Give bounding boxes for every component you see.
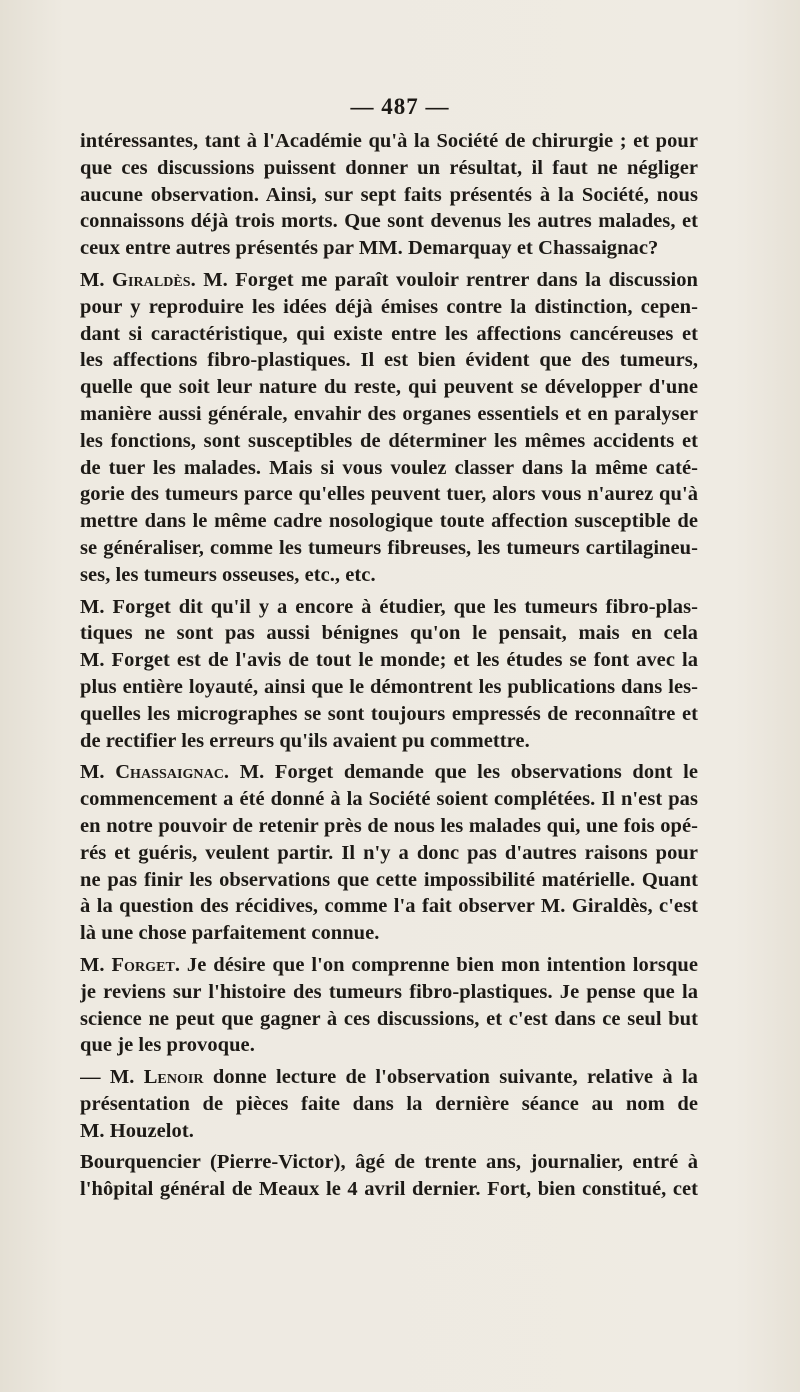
text-line: manière aussi générale, envahir des organes essentiels et en paralyser xyxy=(80,402,698,425)
text-line: intéressantes, tant à l'Académie qu'à la Société de chirurgie ; et pour xyxy=(80,130,698,152)
text-line: de tuer les malades. Mais si vous voulez classer dans la même caté- xyxy=(80,456,698,479)
text-line: que je les provoque. xyxy=(80,1034,255,1057)
speaker-prefix: M. xyxy=(80,268,113,291)
speaker-prefix: M. xyxy=(80,953,112,976)
text-line xyxy=(80,952,698,979)
page-number: — 487 — xyxy=(350,94,450,119)
paragraph-1 xyxy=(80,128,698,262)
text-line-content: . M. Forget demande que les observations dont le xyxy=(223,761,698,784)
text-line: là une chose parfaitement connue. xyxy=(80,922,380,945)
text-line: présentation de pièces faite dans la dernière séance au nom de xyxy=(80,1092,698,1115)
paragraph-chassaignac xyxy=(80,759,698,947)
text-line: M. Forget dit qu'il y a encore à étudier, que les tumeurs fibro-plas- xyxy=(80,595,698,618)
text-line: rés et guéris, veulent partir. Il n'y a donc pas d'autres raisons pour xyxy=(80,841,698,864)
paragraph-giraldes xyxy=(80,267,698,589)
text-line: aucune observation. Ainsi, sur sept faits présentés à la Société, nous xyxy=(80,183,698,206)
paragraph-forget xyxy=(80,952,698,1059)
text-line: se généraliser, comme les tumeurs fibreuses, les tumeurs cartilagineu- xyxy=(80,536,698,559)
text-line: les affections fibro-plastiques. Il est bien évident que des tumeurs, xyxy=(80,349,698,372)
text-line: en notre pouvoir de retenir près de nous les malades qui, une fois opé- xyxy=(80,814,698,837)
paragraph-lenoir xyxy=(80,1064,698,1144)
speaker-prefix: M. xyxy=(80,761,116,784)
text-line: plus entière loyauté, ainsi que le démontrent les publications dans les- xyxy=(80,675,698,698)
text-line: quelles les micrographes se sont toujours empressés de reconnaître et xyxy=(80,702,698,725)
text-line: ne pas finir les observations que cette impossibilité matérielle. Quant xyxy=(80,868,698,891)
speaker-name: Giraldès xyxy=(112,268,191,291)
text-line: science ne peut que gagner à ces discussions, et c'est dans ce seul but xyxy=(80,1007,698,1030)
body-text xyxy=(80,128,698,1203)
speaker-name: Chassaignac xyxy=(115,761,224,784)
text-line: Bourquencier (Pierre-Victor), âgé de trente ans, journalier, entré à xyxy=(80,1151,698,1174)
text-line: tiques ne sont pas aussi bénignes qu'on le pensait, mais en cela xyxy=(80,622,698,645)
text-line: ses, les tumeurs osseuses, etc., etc. xyxy=(80,563,376,586)
text-line: à la question des récidives, comme l'a fait observer M. Giraldès, c'est xyxy=(80,895,698,918)
text-line: les fonctions, sont susceptibles de déterminer les mêmes accidents et xyxy=(80,429,698,452)
text-line: l'hôpital général de Meaux le 4 avril dernier. Fort, bien constitué, cet xyxy=(80,1178,698,1201)
text-line-content: . M. Forget me paraît vouloir rentrer dans la discussion xyxy=(190,268,698,291)
text-line-content: donne lecture de l'observation suivante, relative à la xyxy=(203,1066,698,1089)
text-line: commencement a été donné à la Société soient complétées. Il n'est pas xyxy=(80,788,698,811)
text-line-content: . Je désire que l'on comprenne bien mon intention lorsque xyxy=(174,953,698,976)
text-line: mettre dans le même cadre nosologique toute affection susceptible de xyxy=(80,510,698,533)
text-line xyxy=(80,759,698,786)
text-line xyxy=(80,1064,698,1091)
text-line: M. Forget est de l'avis de tout le monde; et les études se font avec la xyxy=(80,649,698,672)
speaker-name: Lenoir xyxy=(143,1066,204,1089)
text-line: de rectifier les erreurs qu'ils avaient pu commettre. xyxy=(80,729,530,752)
speaker-name: Forget xyxy=(111,953,175,976)
text-line: ceux entre autres présentés par MM. Demarquay et Chassaignac? xyxy=(80,237,659,260)
text-line: gorie des tumeurs parce qu'elles peuvent tuer, alors vous n'aurez qu'à xyxy=(80,483,698,506)
text-line: pour y reproduire les idées déjà émises contre la distinction, cepen- xyxy=(80,295,698,318)
paragraph-observation xyxy=(80,1149,698,1203)
text-line: M. Houzelot. xyxy=(80,1119,194,1142)
text-line: connaissons déjà trois morts. Que sont devenus les autres malades, et xyxy=(80,210,698,233)
text-line: je reviens sur l'histoire des tumeurs fibro-plastiques. Je pense que la xyxy=(80,980,698,1003)
text-line xyxy=(80,267,698,294)
text-line: quelle que soit leur nature du reste, qui peuvent se développer d'une xyxy=(80,376,698,399)
text-line: que ces discussions puissent donner un résultat, il faut ne négliger xyxy=(80,156,698,179)
text-line: dant si caractéristique, qui existe entre les affections cancéreuses et xyxy=(80,322,698,345)
speaker-prefix: — M. xyxy=(80,1066,144,1089)
paragraph-forget-discussion xyxy=(80,594,698,755)
